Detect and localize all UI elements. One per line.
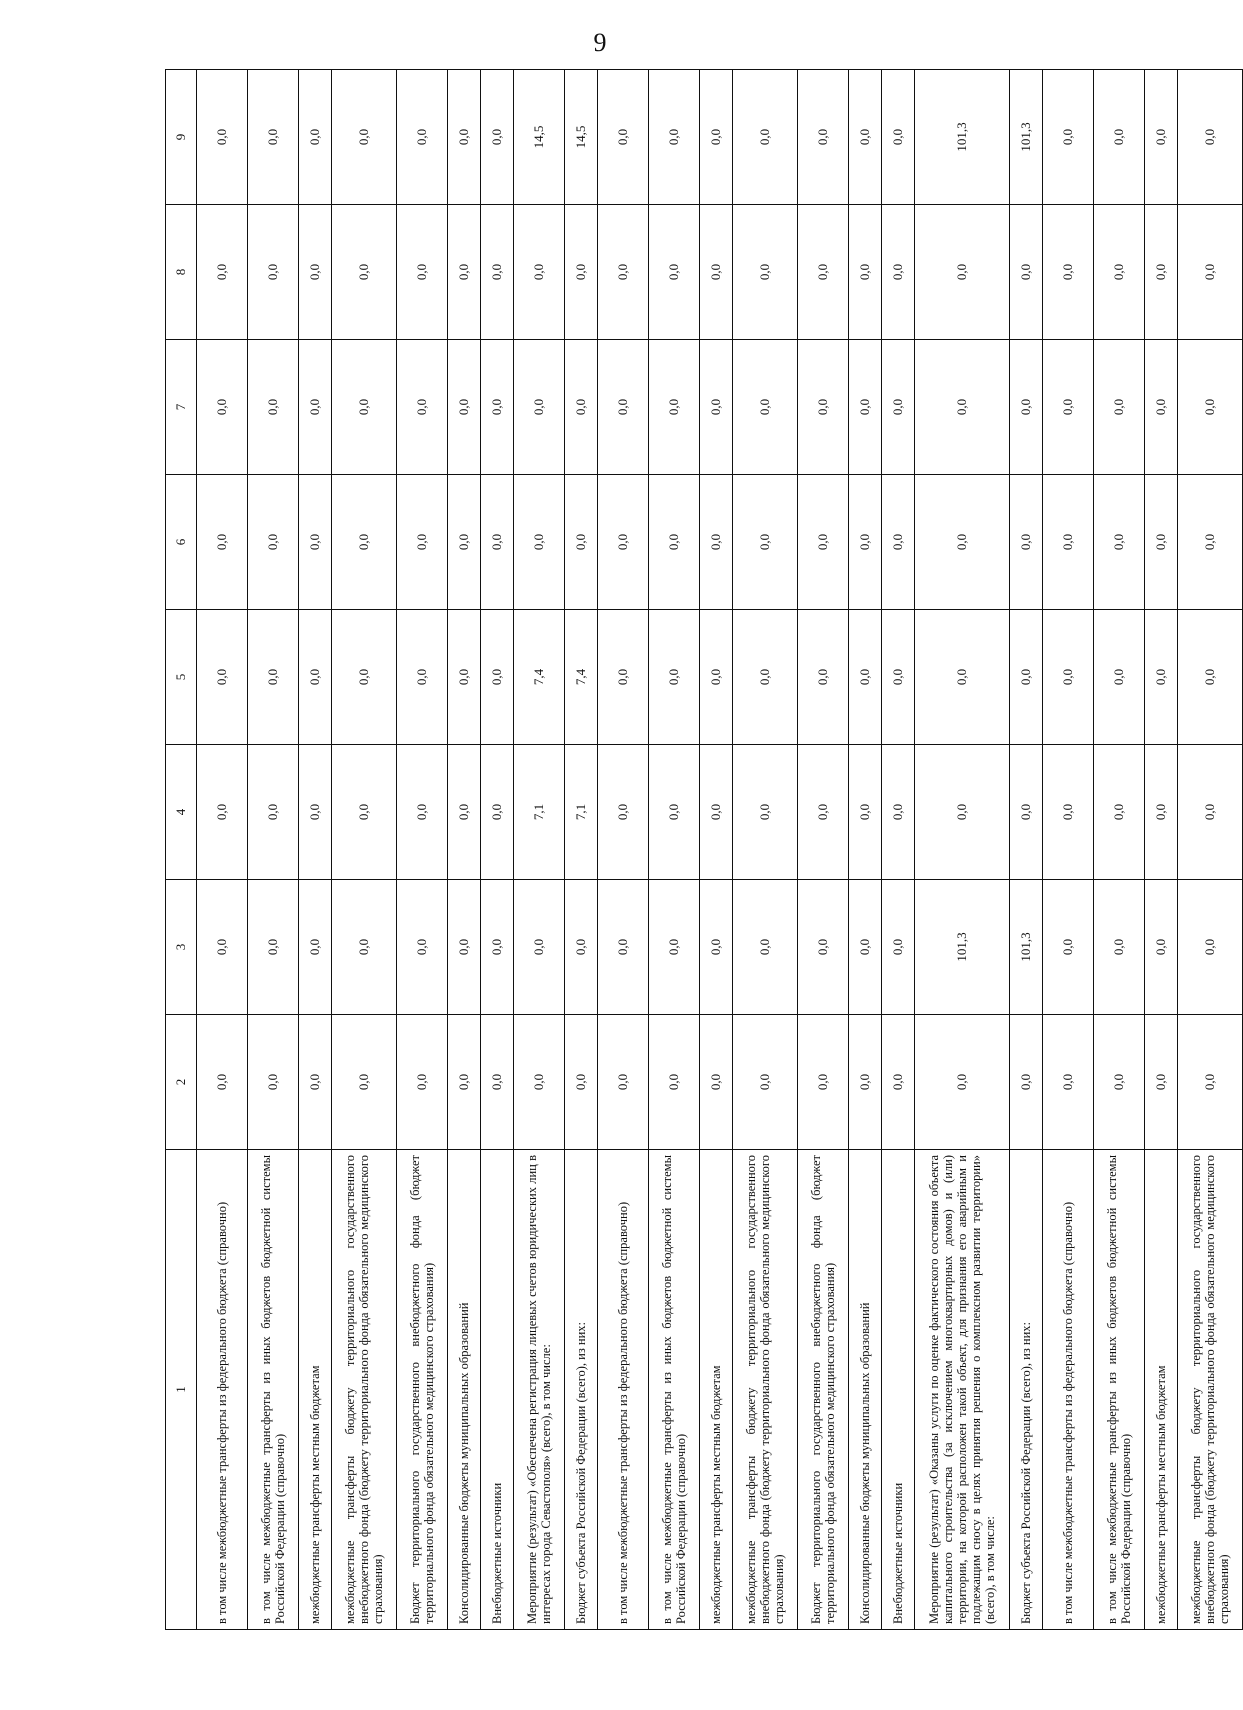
table-row xyxy=(481,70,514,1630)
value-cell-col-2: 0,0 xyxy=(248,1015,299,1150)
value-cell-col-6: 0,0 xyxy=(1094,475,1145,610)
value-cell-col-3: 0,0 xyxy=(649,880,700,1015)
row-label: Внебюджетные источники xyxy=(882,1150,915,1630)
value-cell-col-9: 0,0 xyxy=(1094,70,1145,205)
value-cell-col-9: 14,5 xyxy=(514,70,565,205)
value-cell-col-3: 0,0 xyxy=(481,880,514,1015)
row-label: Бюджет территориального государственного внебюджетного фонда (бюджет территориального фонда обязательного медицинского страхования) xyxy=(397,1150,448,1630)
column-header: 5 xyxy=(166,610,197,745)
value-cell-col-5: 0,0 xyxy=(299,610,332,745)
value-cell-col-7: 0,0 xyxy=(649,340,700,475)
table-row xyxy=(649,70,700,1630)
value-cell-col-4: 0,0 xyxy=(299,745,332,880)
table-row xyxy=(197,70,248,1630)
value-cell-col-8: 0,0 xyxy=(798,205,849,340)
value-cell-col-7: 0,0 xyxy=(565,340,598,475)
value-cell-col-9: 101,3 xyxy=(1010,70,1043,205)
value-cell-col-5: 0,0 xyxy=(1094,610,1145,745)
value-cell-col-4: 0,0 xyxy=(798,745,849,880)
table-row xyxy=(798,70,849,1630)
value-cell-col-5: 0,0 xyxy=(197,610,248,745)
row-label: Бюджет субъекта Российской Федерации (всего), из них: xyxy=(1010,1150,1043,1630)
column-header: 6 xyxy=(166,475,197,610)
value-cell-col-3: 101,3 xyxy=(1010,880,1043,1015)
value-cell-col-8: 0,0 xyxy=(733,205,798,340)
value-cell-col-2: 0,0 xyxy=(481,1015,514,1150)
value-cell-col-5: 0,0 xyxy=(397,610,448,745)
value-cell-col-4: 0,0 xyxy=(481,745,514,880)
value-cell-col-9: 14,5 xyxy=(565,70,598,205)
row-label: межбюджетные трансферты местным бюджетам xyxy=(299,1150,332,1630)
value-cell-col-2: 0,0 xyxy=(798,1015,849,1150)
value-cell-col-3: 0,0 xyxy=(1178,880,1243,1015)
row-label: Бюджет территориального государственного внебюджетного фонда (бюджет территориального фонда обязательного медицинского страхования) xyxy=(798,1150,849,1630)
table-row xyxy=(849,70,882,1630)
value-cell-col-3: 101,3 xyxy=(915,880,1010,1015)
value-cell-col-7: 0,0 xyxy=(915,340,1010,475)
value-cell-col-8: 0,0 xyxy=(700,205,733,340)
value-cell-col-6: 0,0 xyxy=(849,475,882,610)
value-cell-col-3: 0,0 xyxy=(299,880,332,1015)
value-cell-col-4: 0,0 xyxy=(598,745,649,880)
value-cell-col-8: 0,0 xyxy=(448,205,481,340)
value-cell-col-2: 0,0 xyxy=(849,1015,882,1150)
value-cell-col-5: 0,0 xyxy=(915,610,1010,745)
value-cell-col-7: 0,0 xyxy=(397,340,448,475)
value-cell-col-3: 0,0 xyxy=(448,880,481,1015)
value-cell-col-5: 0,0 xyxy=(1145,610,1178,745)
value-cell-col-6: 0,0 xyxy=(915,475,1010,610)
value-cell-col-7: 0,0 xyxy=(481,340,514,475)
value-cell-col-8: 0,0 xyxy=(1094,205,1145,340)
value-cell-col-6: 0,0 xyxy=(481,475,514,610)
value-cell-col-9: 0,0 xyxy=(798,70,849,205)
row-label: Мероприятие (результат) «Оказаны услуги по оценке фактического состояния объекта капитального строительства (за исключением многоквартирных домов) и (или) территории, на которой расположен такой объект, для признания его аварийным и подлежащим сносу в целях принятия решения о комплексном развитии территории» (всего), в том числе: xyxy=(915,1150,1010,1630)
value-cell-col-3: 0,0 xyxy=(700,880,733,1015)
value-cell-col-9: 0,0 xyxy=(448,70,481,205)
value-cell-col-9: 0,0 xyxy=(1145,70,1178,205)
value-cell-col-9: 0,0 xyxy=(598,70,649,205)
value-cell-col-9: 0,0 xyxy=(849,70,882,205)
value-cell-col-6: 0,0 xyxy=(700,475,733,610)
value-cell-col-2: 0,0 xyxy=(397,1015,448,1150)
value-cell-col-7: 0,0 xyxy=(882,340,915,475)
value-cell-col-3: 0,0 xyxy=(798,880,849,1015)
row-label: в том числе межбюджетные трансферты из федерального бюджета (справочно) xyxy=(1043,1150,1094,1630)
value-cell-col-3: 0,0 xyxy=(197,880,248,1015)
value-cell-col-2: 0,0 xyxy=(197,1015,248,1150)
value-cell-col-6: 0,0 xyxy=(248,475,299,610)
value-cell-col-4: 0,0 xyxy=(1043,745,1094,880)
value-cell-col-4: 0,0 xyxy=(649,745,700,880)
value-cell-col-4: 7,1 xyxy=(514,745,565,880)
value-cell-col-4: 0,0 xyxy=(248,745,299,880)
value-cell-col-7: 0,0 xyxy=(332,340,397,475)
row-label: Консолидированные бюджеты муниципальных образований xyxy=(849,1150,882,1630)
value-cell-col-8: 0,0 xyxy=(1010,205,1043,340)
column-header: 3 xyxy=(166,880,197,1015)
value-cell-col-3: 0,0 xyxy=(1145,880,1178,1015)
value-cell-col-8: 0,0 xyxy=(197,205,248,340)
value-cell-col-5: 0,0 xyxy=(1010,610,1043,745)
value-cell-col-5: 0,0 xyxy=(248,610,299,745)
row-label: Мероприятие (результат) «Обеспечена регистрация лицевых счетов юридических лиц в интересах города Севастополя» (всего), в том числе: xyxy=(514,1150,565,1630)
table-row xyxy=(700,70,733,1630)
value-cell-col-6: 0,0 xyxy=(598,475,649,610)
value-cell-col-2: 0,0 xyxy=(332,1015,397,1150)
value-cell-col-9: 0,0 xyxy=(649,70,700,205)
value-cell-col-8: 0,0 xyxy=(1043,205,1094,340)
value-cell-col-7: 0,0 xyxy=(248,340,299,475)
value-cell-col-4: 0,0 xyxy=(1145,745,1178,880)
table-row xyxy=(1178,70,1243,1630)
value-cell-col-6: 0,0 xyxy=(1043,475,1094,610)
value-cell-col-3: 0,0 xyxy=(565,880,598,1015)
value-cell-col-9: 0,0 xyxy=(733,70,798,205)
row-label: в том числе межбюджетные трансферты из иных бюджетов бюджетной системы Российской Федерации (справочно) xyxy=(1094,1150,1145,1630)
value-cell-col-8: 0,0 xyxy=(481,205,514,340)
value-cell-col-2: 0,0 xyxy=(700,1015,733,1150)
value-cell-col-7: 0,0 xyxy=(514,340,565,475)
value-cell-col-2: 0,0 xyxy=(514,1015,565,1150)
value-cell-col-9: 0,0 xyxy=(299,70,332,205)
value-cell-col-9: 0,0 xyxy=(1178,70,1243,205)
value-cell-col-6: 0,0 xyxy=(649,475,700,610)
column-header: 2 xyxy=(166,1015,197,1150)
table-row xyxy=(882,70,915,1630)
value-cell-col-5: 0,0 xyxy=(448,610,481,745)
column-header: 1 xyxy=(166,1150,197,1630)
value-cell-col-5: 7,4 xyxy=(565,610,598,745)
value-cell-col-5: 0,0 xyxy=(798,610,849,745)
table-row xyxy=(448,70,481,1630)
value-cell-col-3: 0,0 xyxy=(849,880,882,1015)
value-cell-col-2: 0,0 xyxy=(1010,1015,1043,1150)
value-cell-col-6: 0,0 xyxy=(733,475,798,610)
value-cell-col-5: 0,0 xyxy=(700,610,733,745)
value-cell-col-8: 0,0 xyxy=(1178,205,1243,340)
value-cell-col-7: 0,0 xyxy=(1145,340,1178,475)
value-cell-col-2: 0,0 xyxy=(1043,1015,1094,1150)
table-row xyxy=(1145,70,1178,1630)
value-cell-col-3: 0,0 xyxy=(882,880,915,1015)
value-cell-col-2: 0,0 xyxy=(882,1015,915,1150)
value-cell-col-4: 7,1 xyxy=(565,745,598,880)
table-row xyxy=(733,70,798,1630)
value-cell-col-8: 0,0 xyxy=(882,205,915,340)
row-label: межбюджетные трансферты бюджету территориального государственного внебюджетного фонда (бюджету территориального фонда обязательного медицинского страхования) xyxy=(332,1150,397,1630)
value-cell-col-6: 0,0 xyxy=(514,475,565,610)
value-cell-col-7: 0,0 xyxy=(598,340,649,475)
table-row xyxy=(598,70,649,1630)
value-cell-col-5: 0,0 xyxy=(1178,610,1243,745)
value-cell-col-7: 0,0 xyxy=(1043,340,1094,475)
value-cell-col-5: 0,0 xyxy=(649,610,700,745)
budget-table xyxy=(165,69,1243,1630)
value-cell-col-3: 0,0 xyxy=(1094,880,1145,1015)
row-label: межбюджетные трансферты местным бюджетам xyxy=(1145,1150,1178,1630)
table-row xyxy=(332,70,397,1630)
table-row xyxy=(397,70,448,1630)
value-cell-col-4: 0,0 xyxy=(733,745,798,880)
value-cell-col-5: 0,0 xyxy=(882,610,915,745)
value-cell-col-3: 0,0 xyxy=(248,880,299,1015)
table-row xyxy=(514,70,565,1630)
value-cell-col-7: 0,0 xyxy=(798,340,849,475)
value-cell-col-4: 0,0 xyxy=(1178,745,1243,880)
table-row xyxy=(299,70,332,1630)
rotated-table-container xyxy=(165,70,1231,1630)
value-cell-col-9: 0,0 xyxy=(882,70,915,205)
value-cell-col-9: 0,0 xyxy=(332,70,397,205)
row-label: межбюджетные трансферты местным бюджетам xyxy=(700,1150,733,1630)
value-cell-col-8: 0,0 xyxy=(397,205,448,340)
row-label: Бюджет субъекта Российской Федерации (всего), из них: xyxy=(565,1150,598,1630)
value-cell-col-8: 0,0 xyxy=(649,205,700,340)
value-cell-col-2: 0,0 xyxy=(733,1015,798,1150)
value-cell-col-4: 0,0 xyxy=(1094,745,1145,880)
value-cell-col-7: 0,0 xyxy=(733,340,798,475)
value-cell-col-2: 0,0 xyxy=(565,1015,598,1150)
row-label: межбюджетные трансферты бюджету территориального государственного внебюджетного фонда (бюджету территориального фонда обязательного медицинского страхования) xyxy=(733,1150,798,1630)
value-cell-col-5: 0,0 xyxy=(598,610,649,745)
row-label: Консолидированные бюджеты муниципальных образований xyxy=(448,1150,481,1630)
column-header: 8 xyxy=(166,205,197,340)
value-cell-col-9: 0,0 xyxy=(1043,70,1094,205)
row-label: в том числе межбюджетные трансферты из иных бюджетов бюджетной системы Российской Федерации (справочно) xyxy=(649,1150,700,1630)
value-cell-col-9: 0,0 xyxy=(197,70,248,205)
value-cell-col-8: 0,0 xyxy=(299,205,332,340)
table-row xyxy=(565,70,598,1630)
value-cell-col-2: 0,0 xyxy=(299,1015,332,1150)
row-label: в том числе межбюджетные трансферты из иных бюджетов бюджетной системы Российской Федерации (справочно) xyxy=(248,1150,299,1630)
row-label: межбюджетные трансферты бюджету территориального государственного внебюджетного фонда (бюджету территориального фонда обязательного медицинского страхования) xyxy=(1178,1150,1243,1630)
value-cell-col-5: 7,4 xyxy=(514,610,565,745)
value-cell-col-3: 0,0 xyxy=(397,880,448,1015)
value-cell-col-6: 0,0 xyxy=(448,475,481,610)
value-cell-col-6: 0,0 xyxy=(1178,475,1243,610)
value-cell-col-3: 0,0 xyxy=(733,880,798,1015)
value-cell-col-8: 0,0 xyxy=(514,205,565,340)
value-cell-col-7: 0,0 xyxy=(700,340,733,475)
value-cell-col-8: 0,0 xyxy=(248,205,299,340)
value-cell-col-6: 0,0 xyxy=(565,475,598,610)
table-row xyxy=(1010,70,1043,1630)
value-cell-col-4: 0,0 xyxy=(448,745,481,880)
value-cell-col-5: 0,0 xyxy=(1043,610,1094,745)
column-header: 7 xyxy=(166,340,197,475)
value-cell-col-4: 0,0 xyxy=(197,745,248,880)
value-cell-col-6: 0,0 xyxy=(397,475,448,610)
value-cell-col-6: 0,0 xyxy=(1145,475,1178,610)
table-viewport xyxy=(165,70,1231,1630)
row-label: Внебюджетные источники xyxy=(481,1150,514,1630)
value-cell-col-6: 0,0 xyxy=(1010,475,1043,610)
value-cell-col-6: 0,0 xyxy=(299,475,332,610)
value-cell-col-3: 0,0 xyxy=(332,880,397,1015)
value-cell-col-6: 0,0 xyxy=(882,475,915,610)
value-cell-col-8: 0,0 xyxy=(332,205,397,340)
header-row xyxy=(166,70,197,1630)
value-cell-col-9: 0,0 xyxy=(700,70,733,205)
value-cell-col-5: 0,0 xyxy=(849,610,882,745)
value-cell-col-4: 0,0 xyxy=(849,745,882,880)
value-cell-col-4: 0,0 xyxy=(700,745,733,880)
value-cell-col-9: 0,0 xyxy=(481,70,514,205)
value-cell-col-9: 0,0 xyxy=(248,70,299,205)
value-cell-col-4: 0,0 xyxy=(1010,745,1043,880)
row-label: в том числе межбюджетные трансферты из федерального бюджета (справочно) xyxy=(598,1150,649,1630)
value-cell-col-4: 0,0 xyxy=(332,745,397,880)
value-cell-col-6: 0,0 xyxy=(798,475,849,610)
row-label: в том числе межбюджетные трансферты из федерального бюджета (справочно) xyxy=(197,1150,248,1630)
value-cell-col-8: 0,0 xyxy=(849,205,882,340)
value-cell-col-9: 0,0 xyxy=(397,70,448,205)
value-cell-col-3: 0,0 xyxy=(514,880,565,1015)
value-cell-col-4: 0,0 xyxy=(397,745,448,880)
value-cell-col-7: 0,0 xyxy=(197,340,248,475)
value-cell-col-7: 0,0 xyxy=(448,340,481,475)
table-row xyxy=(1043,70,1094,1630)
value-cell-col-2: 0,0 xyxy=(598,1015,649,1150)
column-header: 9 xyxy=(166,70,197,205)
value-cell-col-7: 0,0 xyxy=(299,340,332,475)
value-cell-col-2: 0,0 xyxy=(915,1015,1010,1150)
value-cell-col-8: 0,0 xyxy=(598,205,649,340)
value-cell-col-9: 101,3 xyxy=(915,70,1010,205)
table-body xyxy=(197,70,1243,1630)
table-row xyxy=(1094,70,1145,1630)
value-cell-col-2: 0,0 xyxy=(448,1015,481,1150)
value-cell-col-2: 0,0 xyxy=(1178,1015,1243,1150)
value-cell-col-2: 0,0 xyxy=(649,1015,700,1150)
value-cell-col-6: 0,0 xyxy=(332,475,397,610)
value-cell-col-3: 0,0 xyxy=(598,880,649,1015)
value-cell-col-4: 0,0 xyxy=(882,745,915,880)
value-cell-col-8: 0,0 xyxy=(915,205,1010,340)
value-cell-col-8: 0,0 xyxy=(565,205,598,340)
value-cell-col-4: 0,0 xyxy=(915,745,1010,880)
table-row xyxy=(915,70,1010,1630)
value-cell-col-8: 0,0 xyxy=(1145,205,1178,340)
value-cell-col-5: 0,0 xyxy=(481,610,514,745)
value-cell-col-7: 0,0 xyxy=(1094,340,1145,475)
value-cell-col-2: 0,0 xyxy=(1094,1015,1145,1150)
value-cell-col-6: 0,0 xyxy=(197,475,248,610)
value-cell-col-2: 0,0 xyxy=(1145,1015,1178,1150)
page-number: 9 xyxy=(593,28,607,57)
value-cell-col-7: 0,0 xyxy=(1178,340,1243,475)
value-cell-col-5: 0,0 xyxy=(733,610,798,745)
value-cell-col-5: 0,0 xyxy=(332,610,397,745)
value-cell-col-3: 0,0 xyxy=(1043,880,1094,1015)
column-header: 4 xyxy=(166,745,197,880)
value-cell-col-7: 0,0 xyxy=(849,340,882,475)
table-row xyxy=(248,70,299,1630)
value-cell-col-7: 0,0 xyxy=(1010,340,1043,475)
